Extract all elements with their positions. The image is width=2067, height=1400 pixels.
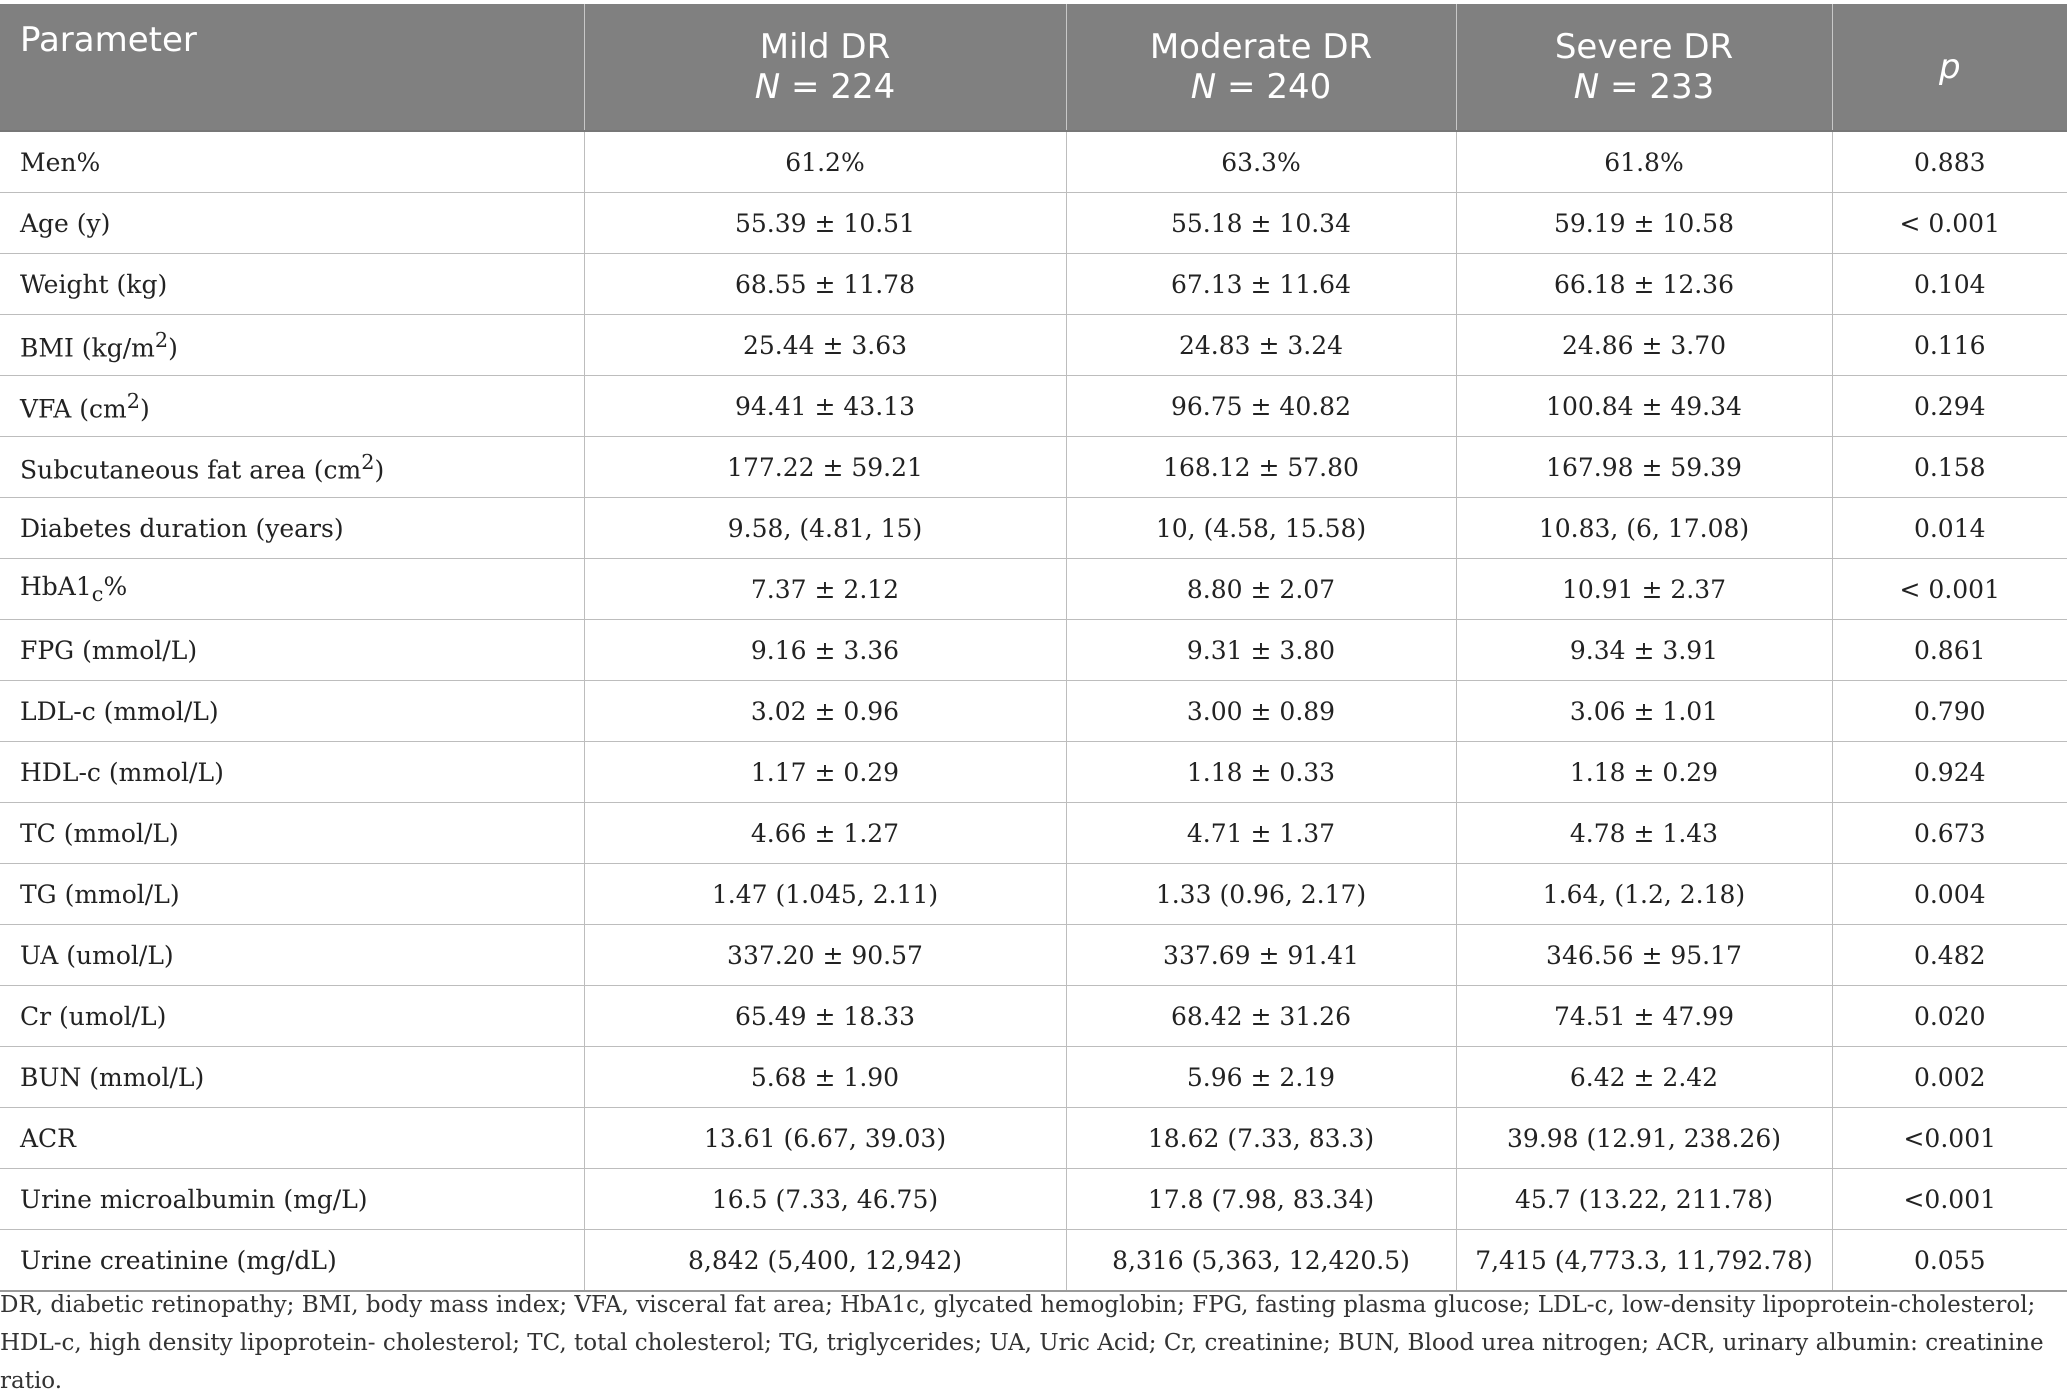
cell-severe: 7,415 (4,773.3, 11,792.78) [1456,1230,1832,1292]
cell-parameter-text: HbA1 [20,572,92,601]
cell-p: < 0.001 [1832,559,2067,620]
table-row [0,131,2067,193]
header-mild-n-prefix: N [754,67,781,107]
cell-mild: 177.22 ± 59.21 [584,437,1066,498]
cell-parameter-superscript: 2 [126,388,140,413]
cell-parameter: LDL-c (mmol/L) [0,681,584,742]
cell-mild: 4.66 ± 1.27 [584,803,1066,864]
table-row [0,1230,2067,1292]
data-table-container [0,4,2067,1292]
cell-p: 0.055 [1832,1230,2067,1292]
cell-severe: 100.84 ± 49.34 [1456,376,1832,437]
cell-mild: 68.55 ± 11.78 [584,254,1066,315]
header-row [0,4,2067,131]
cell-parameter-suffix: % [103,572,128,601]
cell-p: 0.104 [1832,254,2067,315]
cell-parameter-suffix: ) [168,333,178,363]
header-mild-n [585,67,1066,107]
table-row [0,315,2067,376]
cell-moderate: 55.18 ± 10.34 [1066,193,1456,254]
cell-p: 0.158 [1832,437,2067,498]
table-row [0,681,2067,742]
header-moderate-n-prefix: N [1190,67,1217,107]
table-row [0,986,2067,1047]
cell-parameter: FPG (mmol/L) [0,620,584,681]
table-body [0,131,2067,1291]
cell-parameter: UA (umol/L) [0,925,584,986]
cell-p: 0.861 [1832,620,2067,681]
cell-moderate: 1.33 (0.96, 2.17) [1066,864,1456,925]
cell-moderate: 8.80 ± 2.07 [1066,559,1456,620]
cell-parameter-subscript: c [91,582,104,606]
cell-p: 0.294 [1832,376,2067,437]
cell-severe: 10.91 ± 2.37 [1456,559,1832,620]
header-moderate-label: Moderate DR [1149,27,1373,67]
cell-parameter [0,315,584,376]
cell-moderate: 24.83 ± 3.24 [1066,315,1456,376]
cell-mild: 9.58, (4.81, 15) [584,498,1066,559]
cell-p: 0.924 [1832,742,2067,803]
header-moderate-n-value: = 240 [1216,67,1332,107]
cell-moderate: 96.75 ± 40.82 [1066,376,1456,437]
table-row [0,620,2067,681]
cell-mild: 3.02 ± 0.96 [584,681,1066,742]
cell-p: < 0.001 [1832,193,2067,254]
cell-p: 0.004 [1832,864,2067,925]
cell-severe: 1.18 ± 0.29 [1456,742,1832,803]
cell-parameter: TG (mmol/L) [0,864,584,925]
cell-parameter: ACR [0,1108,584,1169]
cell-moderate: 168.12 ± 57.80 [1066,437,1456,498]
table-row [0,864,2067,925]
cell-parameter [0,437,584,498]
cell-parameter [0,376,584,437]
cell-moderate: 3.00 ± 0.89 [1066,681,1456,742]
cell-severe: 39.98 (12.91, 238.26) [1456,1108,1832,1169]
header-moderate-dr [1066,4,1456,131]
cell-moderate: 337.69 ± 91.41 [1066,925,1456,986]
cell-parameter-text: Subcutaneous fat area (cm [20,455,362,485]
cell-parameter-suffix: ) [374,455,385,485]
cell-moderate: 9.31 ± 3.80 [1066,620,1456,681]
cell-mild: 1.17 ± 0.29 [584,742,1066,803]
cell-parameter: Weight (kg) [0,254,584,315]
cell-moderate: 10, (4.58, 15.58) [1066,498,1456,559]
header-parameter: Parameter [0,4,584,131]
header-p-label: p [1938,47,1961,87]
cell-moderate: 4.71 ± 1.37 [1066,803,1456,864]
cell-p: 0.116 [1832,315,2067,376]
cell-parameter: HDL-c (mmol/L) [0,742,584,803]
cell-parameter: Cr (umol/L) [0,986,584,1047]
table-row [0,742,2067,803]
cell-p: 0.020 [1832,986,2067,1047]
cell-severe: 9.34 ± 3.91 [1456,620,1832,681]
cell-parameter: Age (y) [0,193,584,254]
cell-moderate: 67.13 ± 11.64 [1066,254,1456,315]
cell-parameter: Urine creatinine (mg/dL) [0,1230,584,1292]
cell-moderate: 63.3% [1066,131,1456,193]
cell-p: 0.790 [1832,681,2067,742]
cell-severe: 66.18 ± 12.36 [1456,254,1832,315]
cell-parameter: Diabetes duration (years) [0,498,584,559]
cell-moderate: 17.8 (7.98, 83.34) [1066,1169,1456,1230]
table-row [0,1108,2067,1169]
cell-mild: 13.61 (6.67, 39.03) [584,1108,1066,1169]
header-moderate-n [1067,67,1456,107]
table-row [0,559,2067,620]
cell-severe: 346.56 ± 95.17 [1456,925,1832,986]
table-row [0,925,2067,986]
cell-p: 0.014 [1832,498,2067,559]
cell-mild: 61.2% [584,131,1066,193]
cell-mild: 94.41 ± 43.13 [584,376,1066,437]
table-header [0,4,2067,131]
table-row [0,437,2067,498]
cell-parameter-superscript: 2 [154,327,169,352]
cell-parameter [0,559,584,620]
cell-severe: 24.86 ± 3.70 [1456,315,1832,376]
header-mild-n-value: = 224 [780,67,896,107]
header-severe-n-prefix: N [1573,67,1600,107]
cell-parameter: Urine microalbumin (mg/L) [0,1169,584,1230]
cell-mild: 1.47 (1.045, 2.11) [584,864,1066,925]
table-row [0,254,2067,315]
cell-moderate: 18.62 (7.33, 83.3) [1066,1108,1456,1169]
header-mild-label: Mild DR [759,27,891,67]
header-mild-dr [584,4,1066,131]
cell-parameter-superscript: 2 [361,449,375,474]
header-p-value [1832,4,2067,131]
cell-severe: 45.7 (13.22, 211.78) [1456,1169,1832,1230]
cell-mild: 7.37 ± 2.12 [584,559,1066,620]
cell-p: <0.001 [1832,1108,2067,1169]
cell-parameter-suffix: ) [139,394,150,424]
cell-parameter-text: VFA (cm [20,394,127,424]
cell-severe: 3.06 ± 1.01 [1456,681,1832,742]
cell-parameter-text: BMI (kg/m [20,333,155,363]
dr-parameter-table [0,4,2067,1292]
cell-mild: 65.49 ± 18.33 [584,986,1066,1047]
cell-mild: 5.68 ± 1.90 [584,1047,1066,1108]
cell-mild: 25.44 ± 3.63 [584,315,1066,376]
cell-p: 0.482 [1832,925,2067,986]
cell-moderate: 1.18 ± 0.33 [1066,742,1456,803]
header-severe-label: Severe DR [1554,27,1734,67]
cell-mild: 55.39 ± 10.51 [584,193,1066,254]
cell-moderate: 68.42 ± 31.26 [1066,986,1456,1047]
cell-severe: 10.83, (6, 17.08) [1456,498,1832,559]
cell-severe: 74.51 ± 47.99 [1456,986,1832,1047]
table-footnote: DR, diabetic retinopathy; BMI, body mass index; VFA, visceral fat area; HbA1c, glycated hemoglobin; FPG, fasting plasma glucose; LDL-c, low-density lipoprotein-cholesterol; HDL-c, high density lipoprotein- cholesterol; TC, total cholesterol; TG, triglycerides; UA, Uric Acid; Cr, creatinine; BUN, Blood urea nitrogen; ACR, urinary albumin: creatinine ratio. [0,1292,2044,1394]
cell-severe: 61.8% [1456,131,1832,193]
table-row [0,376,2067,437]
table-row [0,193,2067,254]
cell-severe: 1.64, (1.2, 2.18) [1456,864,1832,925]
cell-p: 0.883 [1832,131,2067,193]
cell-p: 0.673 [1832,803,2067,864]
cell-parameter: Men% [0,131,584,193]
header-severe-dr [1456,4,1832,131]
cell-mild: 8,842 (5,400, 12,942) [584,1230,1066,1292]
cell-severe: 59.19 ± 10.58 [1456,193,1832,254]
table-row [0,1047,2067,1108]
table-row [0,803,2067,864]
cell-mild: 9.16 ± 3.36 [584,620,1066,681]
cell-p: 0.002 [1832,1047,2067,1108]
cell-parameter: TC (mmol/L) [0,803,584,864]
cell-mild: 16.5 (7.33, 46.75) [584,1169,1066,1230]
header-severe-n [1457,67,1832,107]
cell-parameter: BUN (mmol/L) [0,1047,584,1108]
cell-severe: 4.78 ± 1.43 [1456,803,1832,864]
table-row [0,1169,2067,1230]
cell-severe: 6.42 ± 2.42 [1456,1047,1832,1108]
cell-severe: 167.98 ± 59.39 [1456,437,1832,498]
table-row [0,498,2067,559]
cell-mild: 337.20 ± 90.57 [584,925,1066,986]
cell-moderate: 5.96 ± 2.19 [1066,1047,1456,1108]
cell-p: <0.001 [1832,1169,2067,1230]
cell-moderate: 8,316 (5,363, 12,420.5) [1066,1230,1456,1292]
header-severe-n-value: = 233 [1599,67,1715,107]
